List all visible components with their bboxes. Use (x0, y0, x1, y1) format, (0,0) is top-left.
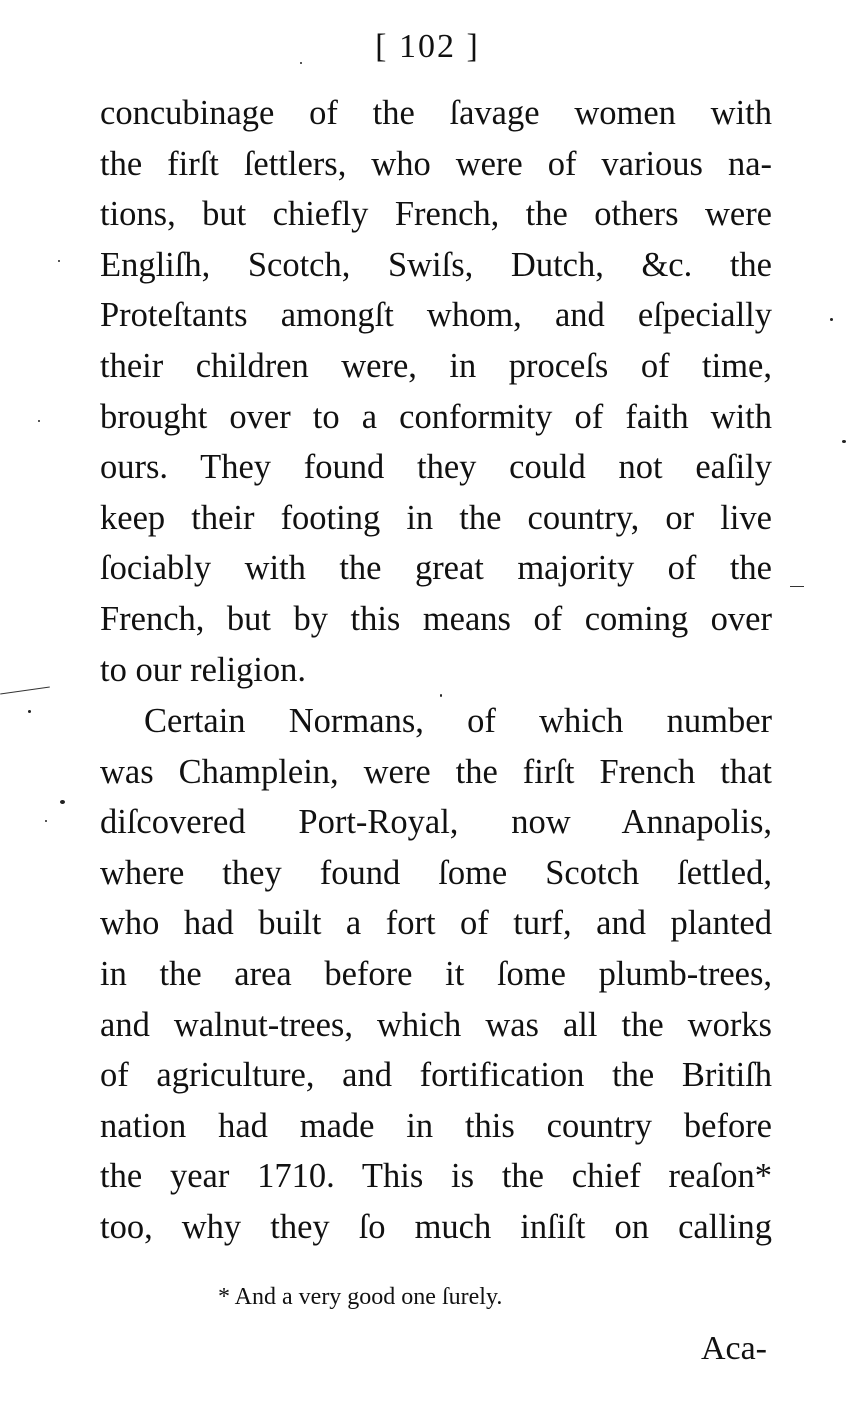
scan-speck (28, 710, 31, 713)
text-line: tions, but chiefly French, the others were (100, 195, 772, 234)
scan-speck (58, 260, 60, 262)
text-line: French, but by this means of coming over (100, 599, 772, 638)
text-line: diſcovered Port-Royal, now Annapolis, (100, 803, 772, 842)
text-line: the year 1710. This is the chief reaſon* (100, 1157, 772, 1196)
text-line: brought over to a conformity of faith with (100, 397, 772, 436)
text-line: keep their footing in the country, or live (100, 498, 772, 537)
scan-speck (45, 820, 47, 822)
text-line: of agriculture, and fortification the Britiſh (100, 1056, 772, 1095)
paragraph-1 (100, 88, 772, 695)
text-line: the firſt ſettlers, who were of various na- (100, 144, 772, 183)
scan-speck (38, 420, 40, 422)
paragraph-2 (100, 696, 772, 1253)
scan-speck (300, 62, 302, 64)
text-line: Certain Normans, of which number (144, 702, 772, 740)
text-line: was Champlein, were the firſt French that (100, 752, 772, 791)
text-line: Proteſtants amongſt whom, and eſpecially (100, 296, 772, 335)
text-line: in the area before it ſome plumb-trees, (100, 954, 772, 993)
text-line: concubinage of the ſavage women with (100, 94, 772, 132)
text-line: and walnut-trees, which was all the works (100, 1005, 772, 1044)
text-line: who had built a fort of turf, and planted (100, 904, 772, 943)
text-line: where they found ſome Scotch ſettled, (100, 853, 772, 892)
scan-speck (60, 800, 65, 804)
text-line: their children were, in proceſs of time, (100, 346, 772, 385)
scan-speck (842, 440, 846, 443)
scan-mark-line (0, 687, 50, 695)
text-line: Engliſh, Scotch, Swiſs, Dutch, &c. the (100, 245, 772, 284)
text-line: to our religion. (100, 650, 307, 689)
page-number: [ 102 ] (375, 28, 480, 65)
scan-mark-line (790, 586, 804, 587)
scan-speck (440, 694, 442, 697)
text-line: nation had made in this country before (100, 1106, 772, 1145)
text-line: too, why they ſo much inſiſt on calling (100, 1207, 772, 1246)
catchword: Aca- (700, 1330, 767, 1367)
footnote: * And a very good one ſurely. (218, 1284, 503, 1310)
text-line: ours. They found they could not eaſily (100, 448, 772, 487)
scan-speck (830, 318, 833, 321)
text-line: ſociably with the great majority of the (100, 549, 772, 588)
